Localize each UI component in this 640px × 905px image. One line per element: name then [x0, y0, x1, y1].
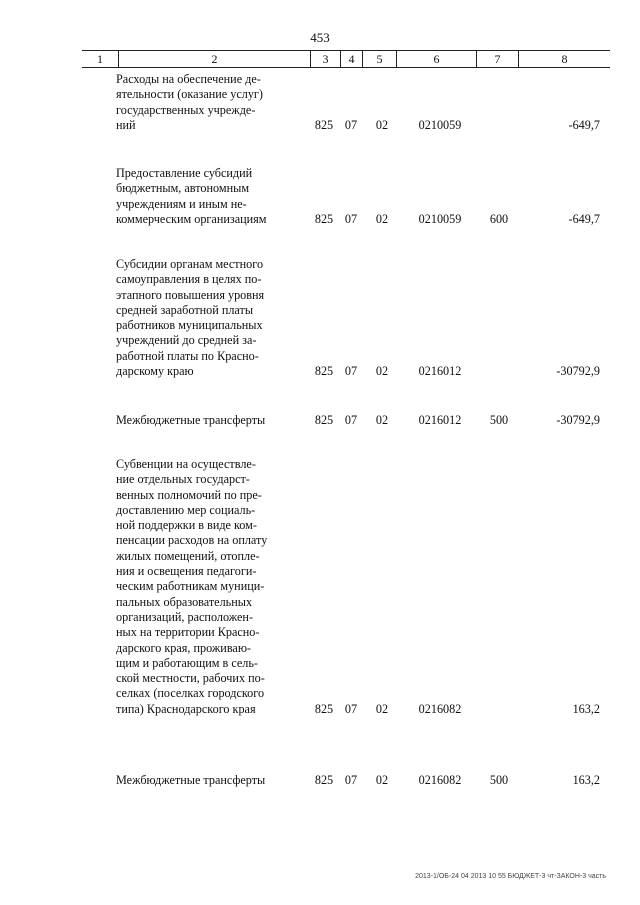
- description-line: бюджетным, автономным: [116, 181, 250, 196]
- cell-c4: 07: [344, 773, 358, 787]
- header-col-8: 8: [518, 51, 610, 67]
- description-line: Межбюджетные трансферты: [116, 773, 266, 787]
- description-line: Предоставление субсидий: [116, 166, 253, 180]
- description-line: жилых помещений, отопле-: [116, 548, 260, 563]
- cell-c3: 825: [314, 211, 334, 226]
- description-line: пальных образовательных: [116, 594, 253, 609]
- description-line: доставлению мер социаль-: [116, 502, 256, 517]
- cell-c3: 825: [314, 117, 334, 132]
- cell-c5: 02: [375, 413, 389, 427]
- description-line: самоуправления в целях по-: [116, 272, 262, 287]
- page-number: 453: [310, 30, 330, 45]
- description-line: ческим работникам муници-: [116, 579, 265, 594]
- row-description: [116, 457, 304, 717]
- header-col-4: 4: [340, 51, 362, 67]
- description-line: этапного повышения уровня: [116, 287, 265, 302]
- cell-c8: -30792,9: [556, 413, 600, 427]
- description-line: типа) Краснодарского края: [116, 701, 256, 716]
- cell-c5: 02: [375, 117, 389, 132]
- cell-c4: 07: [344, 211, 358, 226]
- description-line: Субвенции на осуществле-: [116, 457, 256, 471]
- cell-c5: 02: [375, 211, 389, 226]
- cell-c7: 500: [489, 773, 509, 787]
- description-line: венных полномочий по пре-: [116, 487, 262, 502]
- header-col-6: 6: [396, 51, 476, 67]
- cell-c8: -649,7: [568, 211, 600, 226]
- row-description: [116, 257, 304, 379]
- row-description: [116, 166, 304, 227]
- description-line: Расходы на обеспечение де-: [116, 72, 261, 86]
- cell-c3: 825: [314, 701, 334, 716]
- cell-c6: 0216082: [418, 701, 462, 716]
- description-line: Межбюджетные трансферты: [116, 413, 266, 427]
- cell-c8: -30792,9: [556, 364, 600, 379]
- description-line: ятельности (оказание услуг): [116, 87, 263, 102]
- footer-stamp: 2013-1/ОБ-24 04 2013 10 55 БЮДЖЕТ-3 чт-ЗАКОН-3 часть: [415, 873, 606, 880]
- cell-c7: 600: [489, 211, 509, 226]
- cell-c6: 0216012: [418, 413, 462, 427]
- description-line: дарского края, проживаю-: [116, 640, 251, 655]
- row-description: [116, 413, 304, 428]
- cell-c4: 07: [344, 117, 358, 132]
- cell-c4: 07: [344, 413, 358, 427]
- description-line: учреждений до средней за-: [116, 333, 257, 348]
- description-line: работной платы по Красно-: [116, 348, 259, 363]
- header-col-5: 5: [362, 51, 396, 67]
- description-line: ние отдельных государст-: [116, 472, 250, 487]
- cell-c3: 825: [314, 413, 334, 427]
- description-line: ний: [116, 117, 136, 132]
- description-line: ных на территории Красно-: [116, 625, 260, 640]
- cell-c8: -649,7: [568, 117, 600, 132]
- header-col-3: 3: [310, 51, 340, 67]
- cell-c7: 500: [489, 413, 509, 427]
- cell-c8: 163,2: [572, 773, 600, 787]
- table-header: [82, 50, 610, 68]
- description-line: организаций, расположен-: [116, 609, 254, 624]
- header-col-2: 2: [118, 51, 310, 67]
- cell-c6: 0216082: [418, 773, 462, 787]
- description-line: ния и освещения педагоги-: [116, 564, 257, 579]
- description-line: учреждениям и иным не-: [116, 196, 247, 211]
- cell-c4: 07: [344, 364, 358, 379]
- cell-c3: 825: [314, 773, 334, 787]
- description-line: ской местности, рабочих по-: [116, 671, 265, 686]
- cell-c6: 0216012: [418, 364, 462, 379]
- description-line: коммерческим организациям: [116, 211, 267, 226]
- cell-c5: 02: [375, 773, 389, 787]
- header-col-7: 7: [476, 51, 518, 67]
- cell-c6: 0210059: [418, 211, 462, 226]
- description-line: дарскому краю: [116, 364, 194, 379]
- description-line: щим и работающим в сель-: [116, 655, 258, 670]
- cell-c5: 02: [375, 701, 389, 716]
- header-col-1: 1: [97, 52, 103, 66]
- row-description: [116, 773, 304, 788]
- cell-c8: 163,2: [572, 701, 600, 716]
- cell-c3: 825: [314, 364, 334, 379]
- row-description: [116, 72, 304, 133]
- description-line: работников муниципальных: [116, 318, 263, 333]
- cell-c4: 07: [344, 701, 358, 716]
- description-line: пенсации расходов на оплату: [116, 533, 268, 548]
- description-line: средней заработной платы: [116, 302, 254, 317]
- cell-c6: 0210059: [418, 117, 462, 132]
- description-line: Субсидии органам местного: [116, 257, 264, 271]
- description-line: селках (поселках городского: [116, 686, 265, 701]
- description-line: ной поддержки в виде ком-: [116, 518, 257, 533]
- cell-c5: 02: [375, 364, 389, 379]
- description-line: государственных учрежде-: [116, 102, 256, 117]
